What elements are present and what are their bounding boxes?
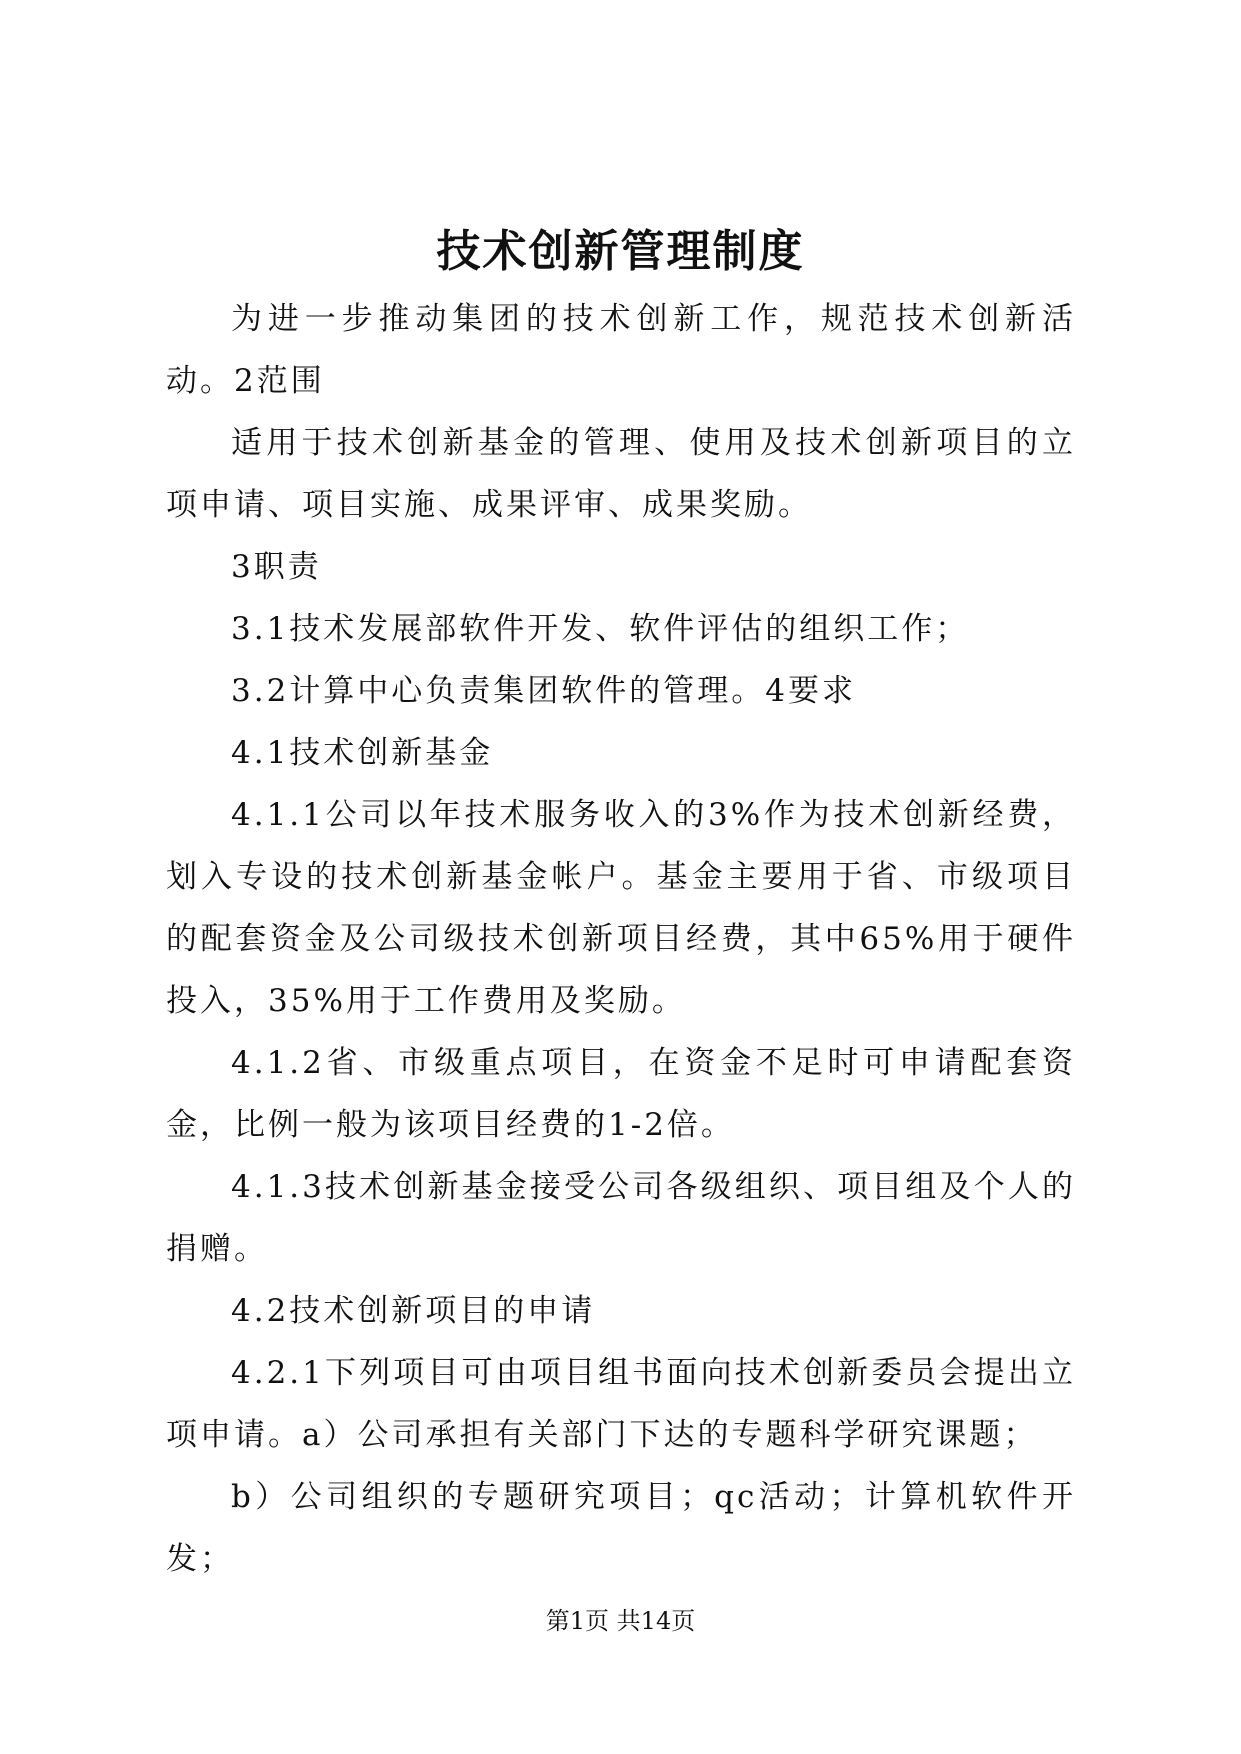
paragraph: 4.2.1下列项目可由项目组书面向技术创新委员会提出立项申请。a）公司承担有关部门下达的专题科学研究课题； [166,1355,1076,1453]
paragraph: 4.2技术创新项目的申请 [231,1293,596,1329]
paragraph: 为进一步推动集团的技术创新工作，规范技术创新活动。2范围 [166,301,1076,399]
paragraph: 4.1.3技术创新基金接受公司各级组织、项目组及个人的捐赠。 [166,1169,1076,1267]
paragraph: b）公司组织的专题研究项目；qc活动；计算机软件开发； [166,1479,1076,1577]
document-title: 技术创新管理制度 [436,226,805,277]
paragraph: 3职责 [231,549,322,585]
paragraph: 3.2计算中心负责集团软件的管理。4要求 [231,673,857,709]
paragraph: 4.1技术创新基金 [231,735,494,771]
document-body [166,288,1076,1590]
paragraph: 3.1技术发展部软件开发、软件评估的组织工作； [231,611,970,647]
paragraph: 4.1.1公司以年技术服务收入的3%作为技术创新经费，划入专设的技术创新基金帐户。基金主要用于省、市级项目的配套资金及公司级技术创新项目经费，其中65%用于硬件投入，35%用于工作费用及奖励。 [166,797,1076,1019]
paragraph: 适用于技术创新基金的管理、使用及技术创新项目的立项申请、项目实施、成果评审、成果奖励。 [166,425,1076,523]
paragraph: 4.1.2省、市级重点项目，在资金不足时可申请配套资金，比例一般为该项目经费的1-2倍。 [166,1045,1076,1143]
page-footer: 第1页 共14页 [545,1607,696,1635]
